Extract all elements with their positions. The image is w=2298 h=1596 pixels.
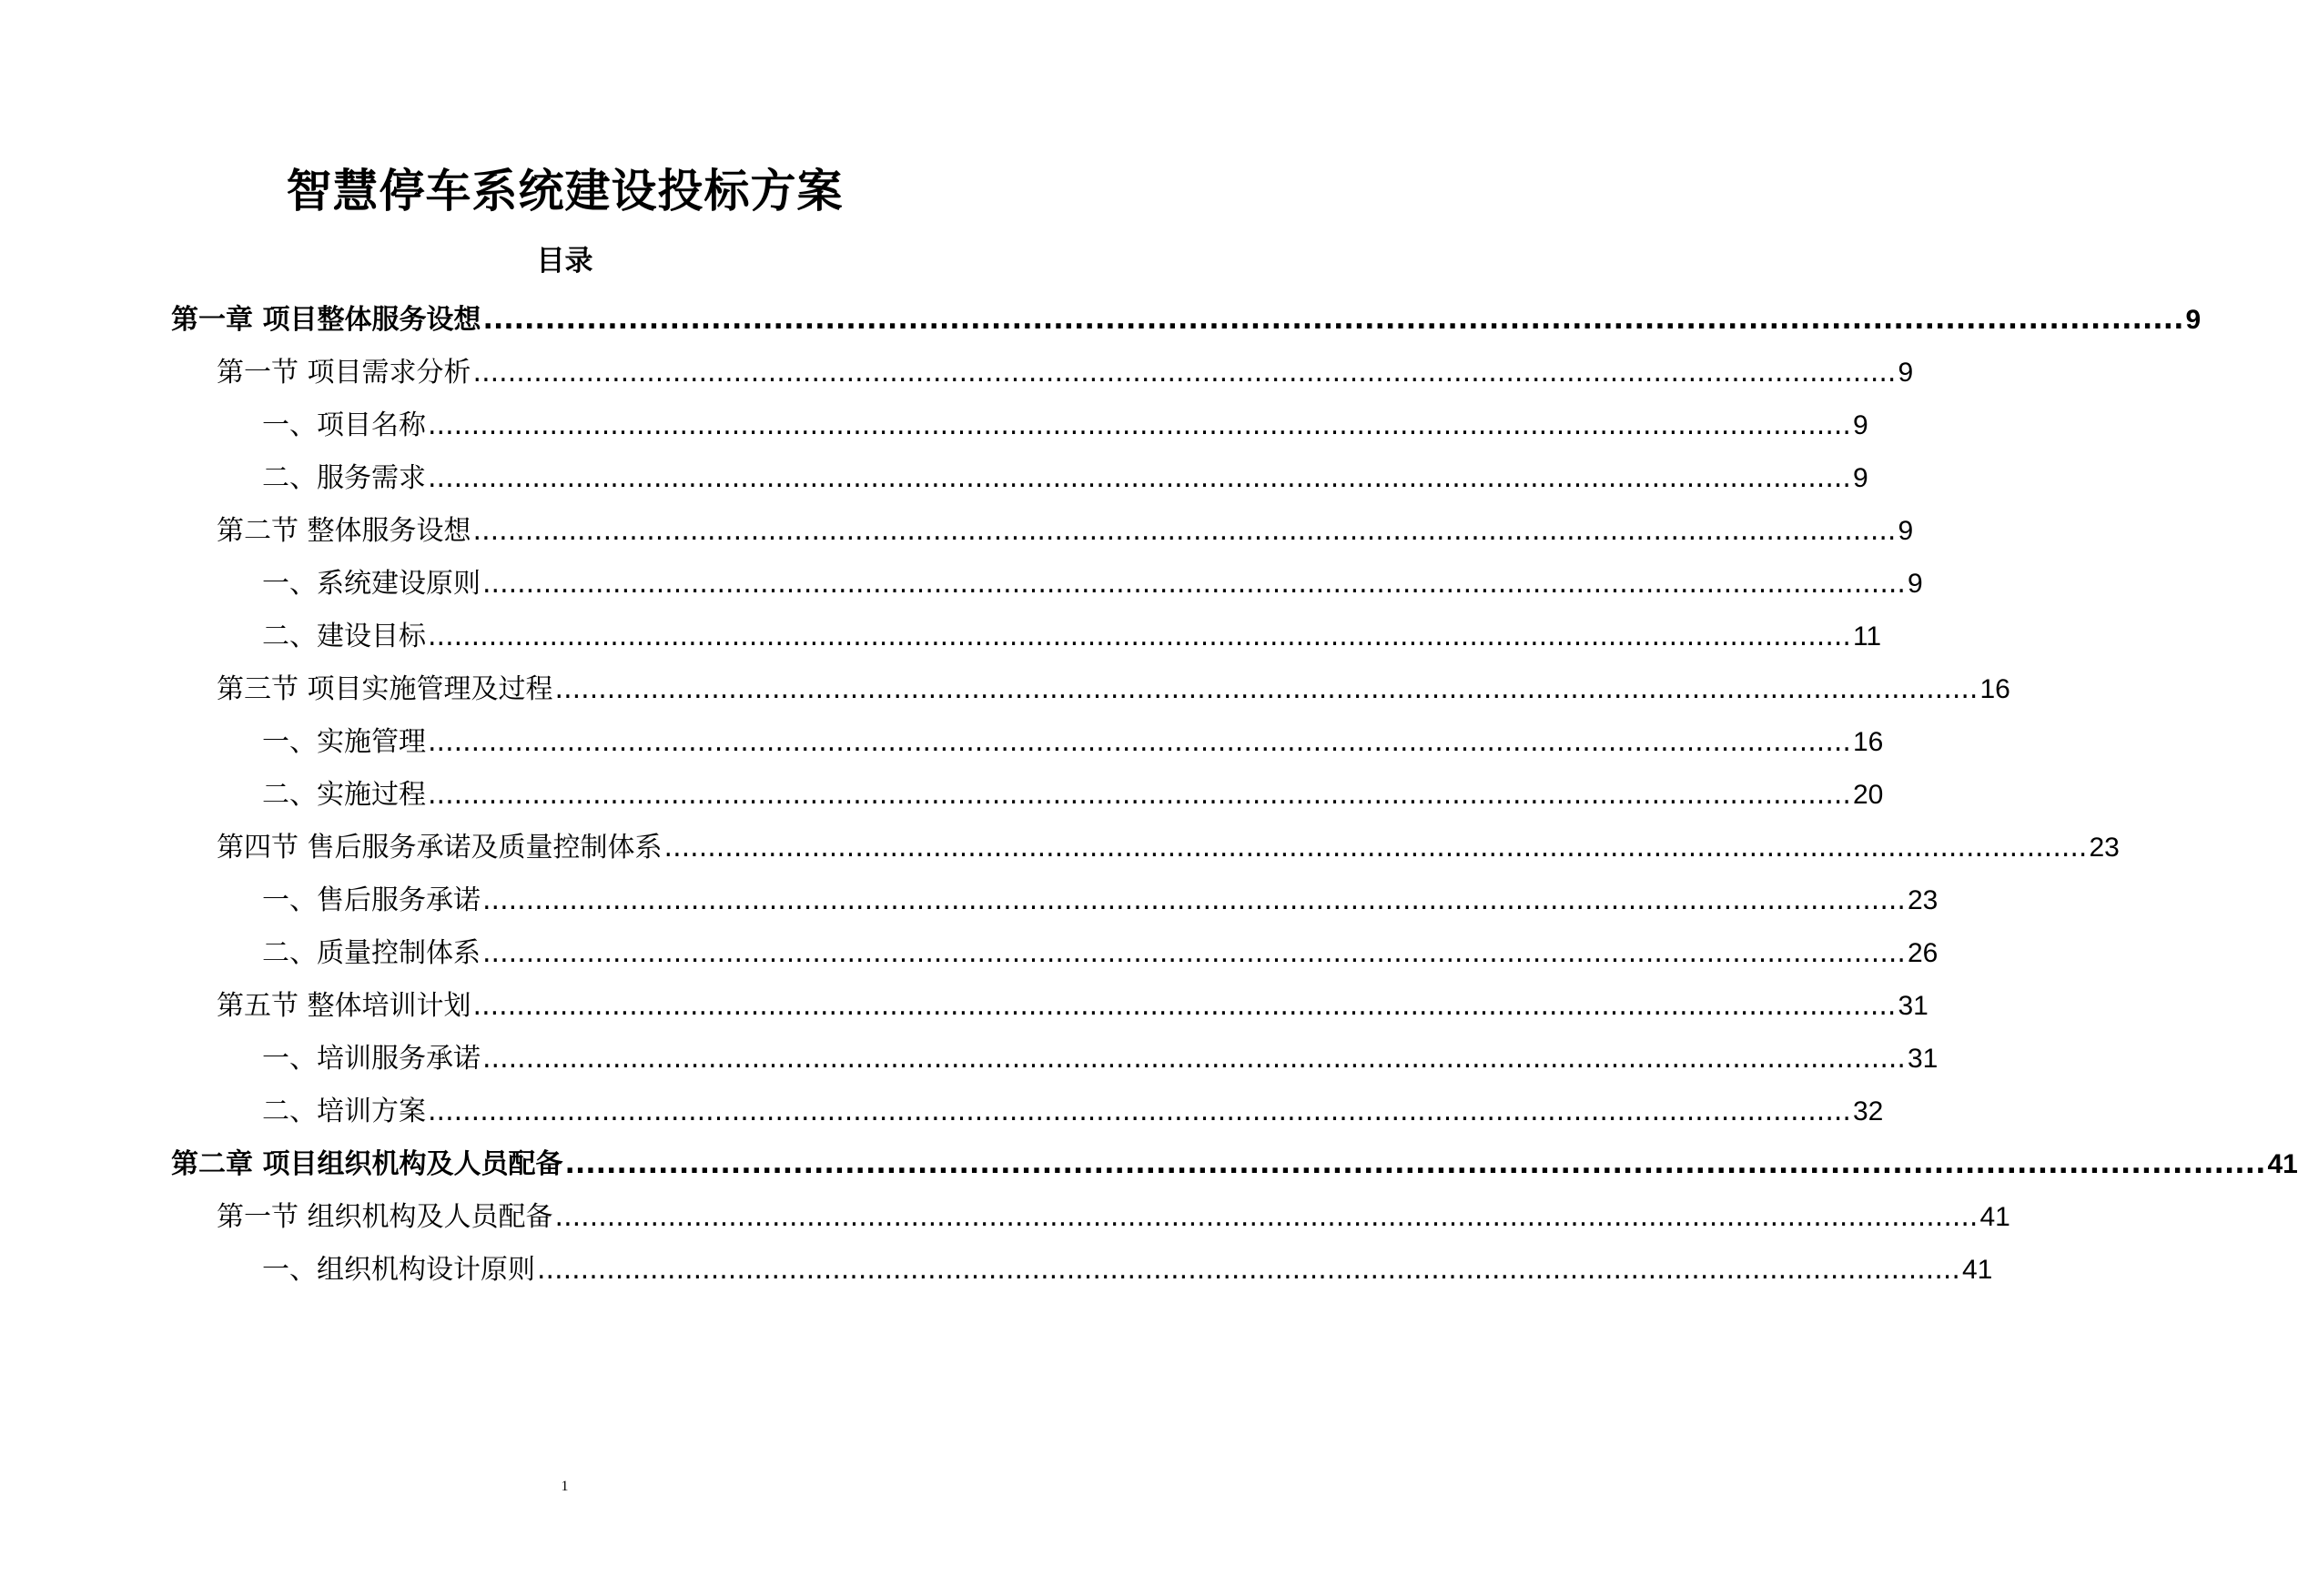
toc-entry-subsection[interactable]	[262, 774, 1884, 816]
toc-leader-dots: ....................................................................................................................................................................	[472, 990, 1897, 1022]
toc-entry-label: 一、组织机构设计原则	[262, 1254, 535, 1286]
toc-entry-label: 第五节 整体培训计划	[217, 990, 471, 1022]
toc-leader-dots: ....................................................................................................................................................................	[554, 673, 1979, 705]
toc-leader-dots: ....................................................................................................................................................................	[428, 1096, 1851, 1127]
toc-entry-page: 41	[1961, 1255, 1993, 1285]
toc-entry-label: 一、培训服务承诺	[262, 1043, 481, 1075]
toc-entry-page: 11	[1852, 621, 1882, 652]
toc-entry-label: 一、项目名称	[262, 409, 426, 441]
toc-entry-section[interactable]	[217, 827, 2120, 869]
toc-leader-dots: ....................................................................................................................................................................	[428, 409, 1851, 441]
toc-leader-dots: ....................................................................................................................................................................	[663, 832, 2088, 864]
toc-entry-page: 31	[1898, 991, 1928, 1021]
toc-leader-dots: ....................................................................................................................................................................	[537, 1254, 1960, 1286]
toc-entry-page: 9	[2185, 305, 2202, 335]
toc-leader-dots: ....................................................................................................................................................................	[482, 1043, 1906, 1075]
toc-entry-page: 41	[1979, 1202, 2010, 1232]
toc-entry-label: 二、服务需求	[262, 462, 426, 494]
toc-entry-label: 第四节 售后服务承诺及质量控制体系	[217, 832, 663, 864]
toc-entry-label: 二、建设目标	[262, 621, 426, 652]
toc-entry-subsection[interactable]	[262, 722, 1884, 763]
toc-entry-page: 26	[1907, 938, 1939, 968]
toc-entry-subsection[interactable]	[262, 405, 1868, 447]
toc-entry-label: 第三节 项目实施管理及过程	[217, 673, 553, 705]
toc-entry-page: 9	[1907, 569, 1923, 599]
toc-leader-dots: ....................................................................................................................................................................	[428, 726, 1851, 758]
toc-leader-dots: ....................................................................................................................................................................	[428, 621, 1851, 652]
toc-entry-page: 31	[1907, 1044, 1939, 1074]
toc-entry-subsection[interactable]	[262, 933, 1939, 975]
toc-entry-page: 41	[2267, 1149, 2298, 1179]
toc-entry-page: 9	[1898, 516, 1914, 546]
toc-entry-subsection[interactable]	[262, 563, 1923, 605]
toc-entry-label: 一、售后服务承诺	[262, 884, 481, 916]
toc-entry-section[interactable]	[217, 1197, 2010, 1238]
toc-entry-page: 23	[1907, 885, 1939, 915]
toc-leader-dots: ....................................................................................................................................................................	[472, 515, 1897, 547]
toc-entry-page: 16	[1852, 727, 1884, 757]
toc-entry-page: 9	[1898, 358, 1914, 388]
toc-entry-section[interactable]	[217, 510, 1914, 552]
toc-entry-label: 二、质量控制体系	[262, 937, 481, 969]
toc-entry-label: 第一章 项目整体服务设想	[171, 304, 481, 336]
toc-entry-label: 第二章 项目组织机构及人员配备	[171, 1148, 563, 1180]
toc-leader-dots: ....................................................................................................................................................................	[472, 357, 1897, 389]
toc-leader-dots: ....................................................................................................................................................................	[482, 568, 1906, 600]
toc-leader-dots: ....................................................................................................................................................................	[428, 779, 1851, 811]
toc-entry-chapter[interactable]	[171, 299, 2202, 341]
toc-entry-section[interactable]	[217, 352, 1914, 394]
toc-entry-page: 23	[2089, 833, 2120, 863]
toc-entry-subsection[interactable]	[262, 1091, 1884, 1133]
toc-entry-subsection[interactable]	[262, 1038, 1939, 1080]
toc-entry-label: 二、实施过程	[262, 779, 426, 811]
page-number: 1	[561, 1479, 569, 1494]
toc-entry-label: 第一节 组织机构及人员配备	[217, 1201, 553, 1233]
toc-entry-label: 第一节 项目需求分析	[217, 357, 471, 389]
toc-entry-section[interactable]	[217, 985, 1928, 1027]
toc-entry-label: 二、培训方案	[262, 1096, 426, 1127]
toc-leader-dots: ....................................................................................................................................................................	[482, 884, 1906, 916]
toc-leader-dots: ....................................................................................................................................................................	[564, 1148, 2266, 1180]
toc-entry-section[interactable]	[217, 669, 2010, 711]
toc-leader-dots: ....................................................................................................................................................................	[482, 937, 1906, 969]
document-title: 智慧停车系统建设投标方案	[286, 165, 844, 217]
toc-entry-page: 9	[1852, 463, 1868, 493]
toc-entry-page: 9	[1852, 410, 1868, 440]
toc-entry-label: 一、实施管理	[262, 726, 426, 758]
toc-entry-page: 32	[1852, 1096, 1884, 1126]
toc-entry-subsection[interactable]	[262, 616, 1882, 658]
toc-entry-subsection[interactable]	[262, 880, 1939, 922]
toc-leader-dots: ....................................................................................................................................................................	[428, 462, 1851, 494]
toc-entry-chapter[interactable]	[171, 1144, 2298, 1186]
toc-entry-page: 16	[1979, 674, 2010, 704]
toc-leader-dots: ....................................................................................................................................................................	[554, 1201, 1979, 1233]
toc-entry-subsection[interactable]	[262, 1249, 1993, 1291]
toc-entry-page: 20	[1852, 780, 1884, 810]
toc-entry-label: 一、系统建设原则	[262, 568, 481, 600]
toc-entry-label: 第二节 整体服务设想	[217, 515, 471, 547]
toc-heading: 目录	[536, 245, 593, 278]
toc-entry-subsection[interactable]	[262, 458, 1868, 500]
toc-leader-dots: ....................................................................................................................................................................	[482, 304, 2184, 336]
